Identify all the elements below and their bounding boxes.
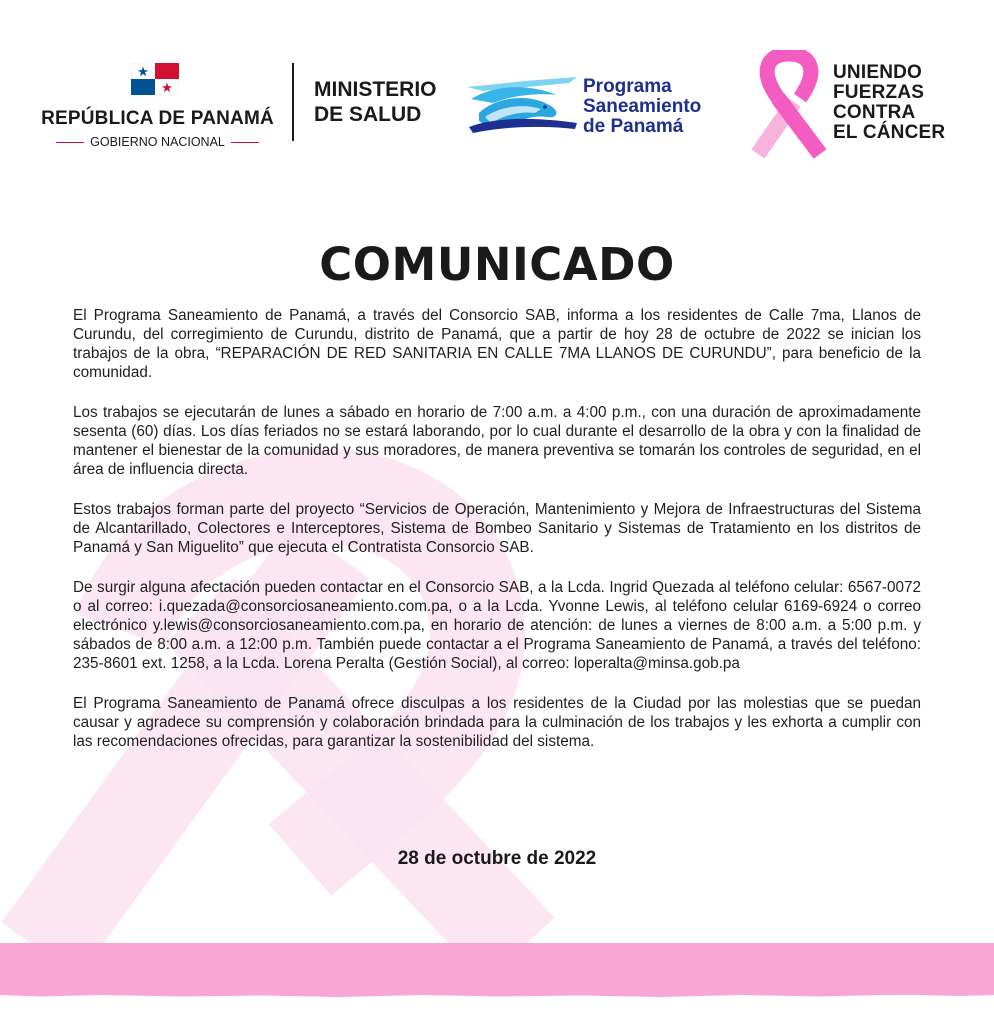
campaign-slogan bbox=[833, 63, 945, 143]
program-line-2: Saneamiento bbox=[583, 96, 702, 117]
ministry-line-2: DE SALUD bbox=[314, 103, 422, 126]
program-line-1: Programa bbox=[583, 76, 672, 97]
paragraph-schedule: Los trabajos se ejecutarán de lunes a sábado en horario de 7:00 a.m. a 4:00 p.m., con una duración de aproximadamente sesenta (60) días. Los días feriados no se estará laborando, por lo cual durante el desarrollo de la obra y con la finalidad de mantener el bienestar de la comunidad y sus moradores, de manera preventiva se tomarán los controles de seguridad, en el área de influencia directa. bbox=[73, 404, 921, 478]
footer-pink-band bbox=[0, 943, 994, 995]
ministry-line-1: MINISTERIO bbox=[314, 78, 437, 101]
republic-title: REPÚBLICA DE PANAMÁ bbox=[41, 108, 274, 129]
paragraph-contacts: De surgir alguna afectación pueden contactar en el Consorcio SAB, a la Lcda. Ingrid Quezada al teléfono celular: 6567-0072 o al correo: i.quezada@consorciosaneamiento.com.pa, o a la Lcda. Yvonne Lewis, al teléfono celular 6169-6924 o correo electrónico y.lewis@consorciosaneamiento.com.pa, en horario de atención: de lunes a viernes de 8:00 a.m. a 5:00 p.m. y sábados de 8:00 a.m. a 12:00 p.m. También puede contactar a el Programa Saneamiento de Panamá, a través del teléfono: 235-8601 ext. 1258, a la Lcda. Lorena Peralta (Gestión Social), al correo: loperalta@minsa.gob.pa bbox=[73, 579, 921, 672]
header-logos bbox=[0, 55, 994, 165]
campaign-line-2: FUERZAS bbox=[833, 82, 925, 103]
dolphin-wave-logo-icon bbox=[465, 73, 580, 135]
republic-logo-block bbox=[40, 63, 275, 153]
panama-flag-icon bbox=[131, 63, 179, 95]
paragraph-announcement: El Programa Saneamiento de Panamá, a través del Consorcio SAB, informa a los residentes de Calle 7ma, Llanos de Curundu, del corregimiento de Curundu, distrito de Panamá, que a partir de hoy 28 de octubre de 2022 se inician los trabajos de la obra, “REPARACIÓN DE RED SANITARIA EN CALLE 7MA LLANOS DE CURUNDU”, para beneficio de la comunidad. bbox=[73, 307, 921, 381]
document-date: 28 de octubre de 2022 bbox=[397, 848, 597, 869]
campaign-line-1: UNIENDO bbox=[833, 62, 923, 83]
ministry-name bbox=[314, 77, 437, 127]
government-subtitle bbox=[40, 135, 275, 149]
cancer-ribbon-icon bbox=[748, 50, 830, 160]
government-subtitle-text: GOBIERNO NACIONAL bbox=[90, 135, 225, 149]
header-divider bbox=[292, 63, 294, 141]
campaign-line-4: EL CÁNCER bbox=[833, 122, 946, 143]
program-name bbox=[583, 77, 701, 137]
document-title: COMUNICADO bbox=[319, 238, 675, 291]
campaign-line-3: CONTRA bbox=[833, 102, 916, 123]
program-line-3: de Panamá bbox=[583, 116, 684, 137]
paragraph-project: Estos trabajos forman parte del proyecto “Servicios de Operación, Mantenimiento y Mejora de Infraestructuras del Sistema de Alcantarillado, Colectores e Interceptores, Sistema de Bombeo Sanitario y Sistemas de Tratamiento en los distritos de Panamá y San Miguelito” que ejecuta el Contratista Consorcio SAB. bbox=[73, 501, 921, 556]
footer-band-edge bbox=[0, 993, 994, 999]
paragraph-apology: El Programa Saneamiento de Panamá ofrece disculpas a los residentes de la Ciudad por las molestias que se puedan causar y agradece su comprensión y colaboración brindada para la culminación de los trabajos y les exhorta a cumplir con las recomendaciones ofrecidas, para garantizar la sostenibilidad del sistema. bbox=[73, 695, 921, 750]
document-body bbox=[73, 306, 921, 772]
